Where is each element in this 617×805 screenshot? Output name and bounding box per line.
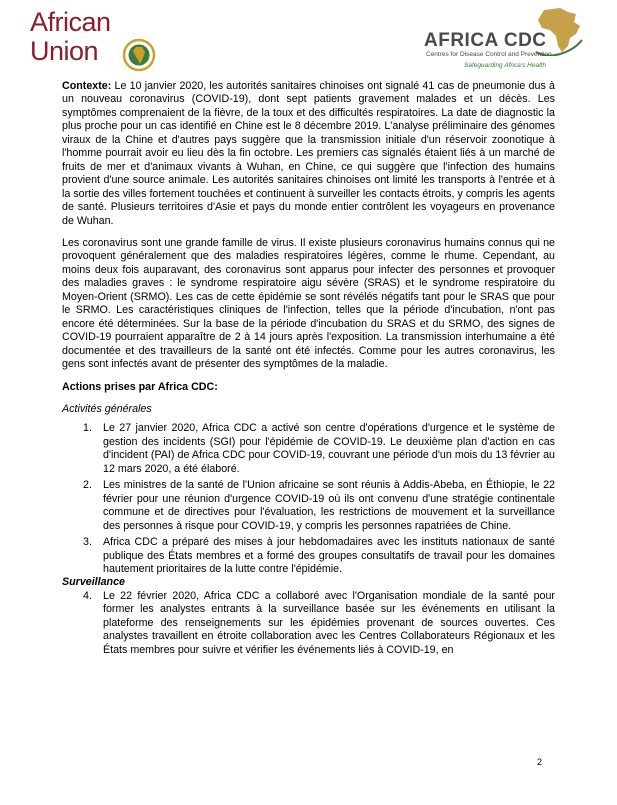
surveillance-list (62, 590, 555, 657)
cdc-name: AFRICA CDC (424, 30, 547, 51)
list-item (62, 590, 555, 657)
list-item-number: 3. (83, 536, 92, 549)
list-item-text: Le 22 février 2020, Africa CDC a collaboré avec l'Organisation mondiale de la santé pour former les analystes entrants à la surveillance basée sur les événements en utilisant la plateforme des renseignements sur les épidémies provenant de sources ouvertes. Ces analystes travaillent en étroite collaboration avec les Centres Collaborateurs Régionaux et les États membres pour suivre et vérifier les événements liés à COVID-19, en (103, 589, 555, 656)
list-item-text: Les ministres de la santé de l'Union africaine se sont réunis à Addis-Abeba, en Éthiopie, le 22 février pour une réunion d'urgence COVID-19 où ils ont convenu d'une stratégie continentale commune et de directives pour l'évaluation, les restrictions de mouvement et la surveillance des personnes à risque pour COVID-19, y compris les personnes rapatriées de Chine. (103, 479, 555, 532)
au-logo-line2: Union (30, 36, 99, 66)
list-item-number: 1. (83, 422, 92, 435)
surveillance-heading: Surveillance (62, 576, 125, 589)
actions-heading: Actions prises par Africa CDC: (62, 380, 218, 393)
au-emblem-icon (122, 38, 156, 72)
general-activities-list (62, 422, 555, 576)
coronavirus-paragraph: Les coronavirus sont une grande famille de virus. Il existe plusieurs coronavirus humains connus qui ne provoquent généralement que des maladies respiratoires légères, comme le rhume. Cependant, au moins deux fois auparavant, des coronavirus sont apparus pour infecter des personnes et provoquer des maladies graves : le syndrome respiratoire aigu sévère (SRAS) et le syndrome respiratoire du Moyen-Orient (SRMO). Les cas de cette épidémie se sont révélés négatifs tant pour le SRAS que pour le SRMO. Les caractéristiques cliniques de l'infection, telles que la période d'incubation, n'ont pas encore été déterminées. Sur la base de la période d'incubation du SRAS et du SRMO, des signes de COVID-19 pourraient apparaître de 2 à 14 jours après l'exposition. La transmission interhumaine a été documentée et des travailleurs de la santé ont été infectés. Comme pour les autres coronavirus, les gens sont infectés avant de présenter des symptômes de la maladie. (62, 236, 555, 371)
document-body (62, 80, 555, 657)
list-item-text: Africa CDC a préparé des mises à jour hebdomadaires avec les instituts nationaux de santé publique des États membres et a formé des groupes consultatifs de travail pour les domaines hautement prioritaires de la lutte contre l'épidémie. (103, 536, 555, 575)
page-number: 2 (537, 757, 543, 767)
list-item-number: 4. (83, 589, 92, 602)
cdc-tagline: Safeguarding Africa's Health (464, 62, 546, 69)
african-union-logo (30, 8, 170, 72)
list-item-number: 2. (83, 479, 92, 492)
list-item (62, 536, 555, 576)
list-item (62, 479, 555, 533)
au-logo-line1: African (30, 7, 111, 37)
cdc-subtitle: Centres for Disease Control and Prevention (426, 51, 552, 58)
list-item (62, 422, 555, 476)
context-paragraph (62, 80, 555, 228)
list-item-text: Le 27 janvier 2020, Africa CDC a activé son centre d'opérations d'urgence et le système de gestion des incidents (SGI) pour l'épidémie de COVID-19. Le deuxième plan d'action en cas d'incident (PAI) de Africa CDC pour COVID-19, couvrant une période d'un mois du 13 février au 12 mars 2020, a été élaboré. (103, 422, 555, 475)
context-label: Contexte: (62, 80, 112, 92)
page-header (0, 0, 617, 80)
context-text: Le 10 janvier 2020, les autorités sanitaires chinoises ont signalé 41 cas de pneumonie dus à un nouveau coronavirus (COVID-19), dont sept patients gravement malades et un décès. Les symptômes comprenaient de la fièvre, de la toux et des difficultés respiratoires. La date de diagnostic la plus proche pour un cas identifié en Chine est le 8 décembre 2019. L'analyse préliminaire des génomes viraux de la Chine et d'autres pays suggère que la transmission initiale d'un réservoir zoonotique à l'homme pourrait avoir eu lieu dès la fin octobre. Les premiers cas signalés étaient liés à un marché de fruits de mer et d'animaux vivants à Wuhan, en Chine, ce qui suggère que l'infection des humains provient d'une source animale. Les autorités sanitaires chinoises ont limité les transports à l'entrée et à la sortie des villes fortement touchées et continuent à surveiller les contacts étroits, y compris les agents de santé. Plusieurs territoires d'Asie et pays du monde entier contrôlent les voyageurs en provenance de Wuhan. (62, 80, 555, 227)
africa-cdc-logo (422, 6, 592, 78)
general-activities-heading: Activités générales (62, 402, 152, 415)
